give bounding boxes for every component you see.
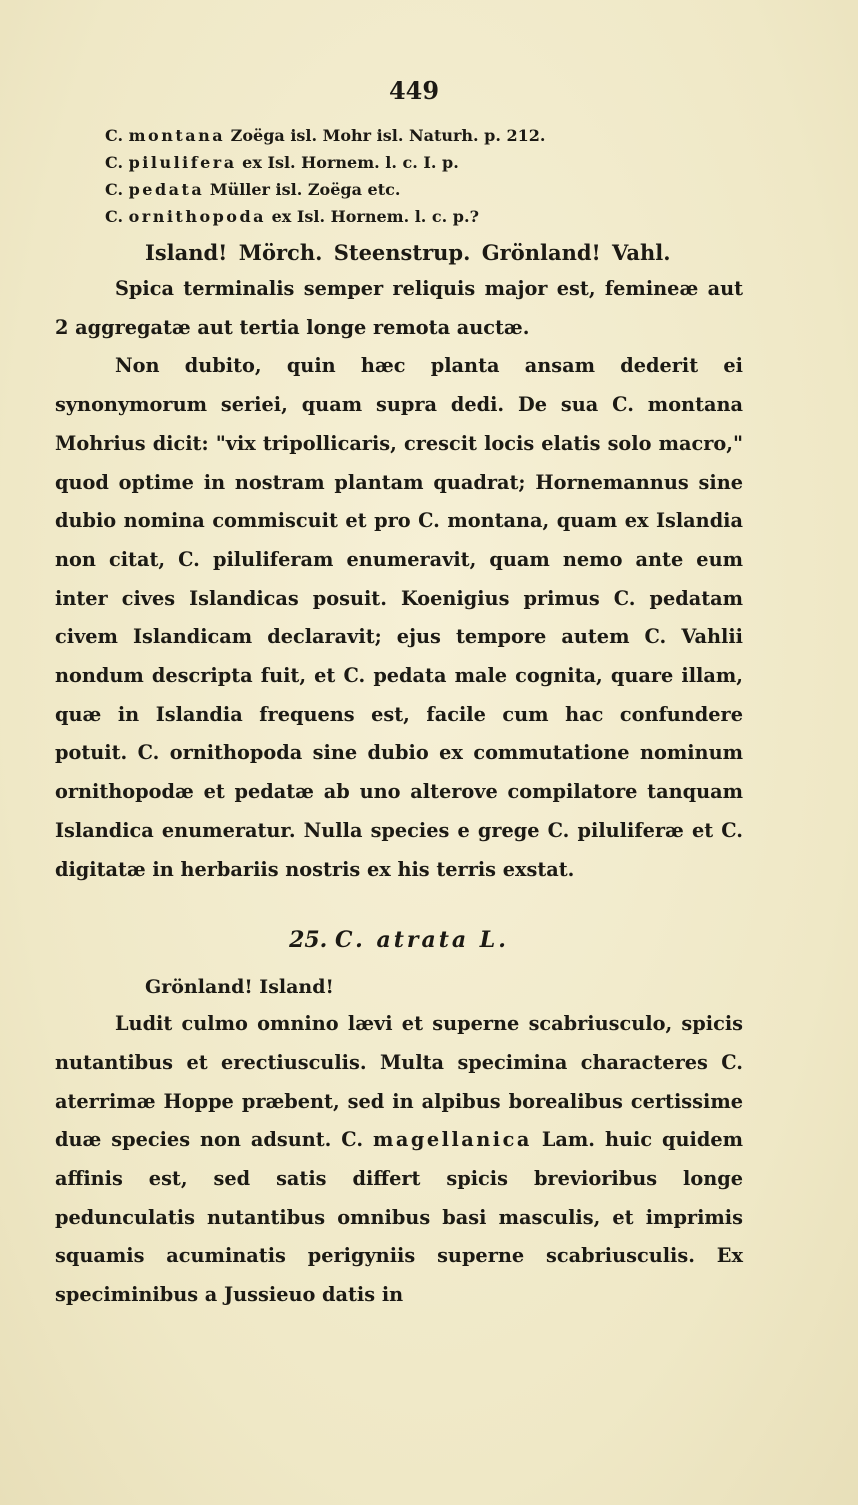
- synonym-epithet: ornithopoda: [128, 207, 267, 226]
- localities-line: Grönland! Island!: [145, 976, 334, 999]
- localities-line: Island! Mörch. Steenstrup. Grönland! Vahl.: [145, 240, 671, 265]
- synonym-genus: C.: [105, 207, 124, 226]
- synonym-epithet: pedata: [128, 180, 205, 199]
- synonym-epithet: montana: [128, 126, 226, 145]
- species-number: 25.: [289, 927, 328, 954]
- book-page: [55, 72, 743, 1315]
- paragraph-text: Ludit culmo omnino lævi et superne scabriusculo, spicis nutantibus et erectiusculis. Multa specimina characteres C. aterrimæ Hoppe præbent, sed in alpibus borealibus certissime duæ species non adsunt. C.: [55, 1012, 743, 1152]
- synonym-citation: ex Isl. Hornem. l. c. p.?: [266, 207, 479, 226]
- synonym-citation: Zoëga isl. Mohr isl. Naturh. p. 212.: [225, 126, 546, 145]
- species-heading: [55, 921, 743, 959]
- synonym-line: [105, 122, 743, 149]
- spaced-species-epithet: magellanica: [373, 1128, 532, 1152]
- synonym-line: [105, 176, 743, 203]
- paragraph: [55, 1005, 743, 1315]
- synonym-line: [105, 203, 743, 230]
- synonym-epithet: pilulifera: [128, 153, 237, 172]
- synonym-line: [105, 149, 743, 176]
- species-name: C. atrata L.: [335, 927, 509, 954]
- paragraph-text: Lam. huic quidem affinis est, sed satis differt spicis brevioribus longe pedunculatis nutantibus omnibus basi masculis, et imprimis squamis acuminatis perigyniis superne scabriusculis. Ex speciminibus a Jussieuo datis in: [55, 1128, 743, 1307]
- paragraph: Non dubito, quin hæc planta ansam dederit ei synonymorum seriei, quam supra dedi. De sua C. montana Mohrius dicit: "vix tripollicaris, crescit locis elatis solo macro," quod optime in nostram plantam quadrat; Hornemannus sine dubio nomina commiscuit et pro C. montana, quam ex Islandia non citat, C. piluliferam enumeravit, quam nemo ante eum inter cives Islandicas posuit. Koenigius primus C. pedatam civem Islandicam declaravit; ejus tempore autem C. Vahlii nondum descripta fuit, et C. pedata male cognita, quare illam, quæ in Islandia frequens est, facile cum hac confundere potuit. C. ornithopoda sine dubio ex commutatione nominum ornithopodæ et pedatæ ab uno alterove compilatore tanquam Islandica enumeratur. Nulla species e grege C. piluliferæ et C. digitatæ in herbariis nostris ex his terris exstat.: [55, 354, 743, 881]
- page-number: 449: [388, 76, 440, 105]
- synonym-genus: C.: [105, 180, 124, 199]
- synonym-genus: C.: [105, 153, 124, 172]
- synonym-genus: C.: [105, 126, 124, 145]
- synonym-list: [55, 122, 743, 230]
- paragraph: Spica terminalis semper reliquis major est, femineæ aut 2 aggregatæ aut tertia longe remota auctæ.: [55, 277, 743, 339]
- synonym-citation: Müller isl. Zoëga etc.: [204, 180, 401, 199]
- synonym-citation: ex Isl. Hornem. l. c. I. p.: [236, 153, 459, 172]
